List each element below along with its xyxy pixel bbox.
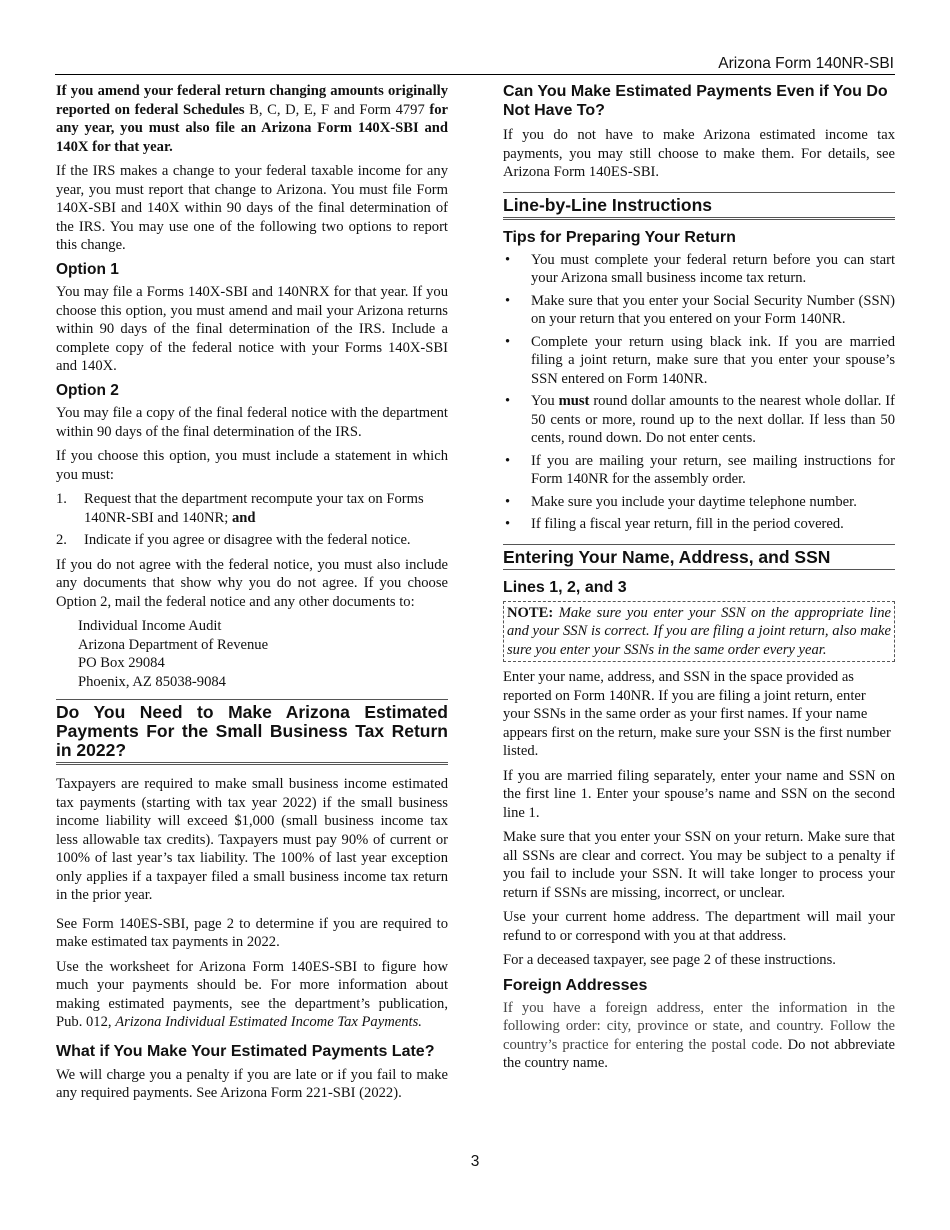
choose-paragraph: If you choose this option, you must include a statement in which you must: [56,448,448,483]
address-line: Phoenix, AZ 85038-9084 [78,673,226,690]
list-item [503,452,895,489]
name-heading: Entering Your Name, Address, and SSN [503,546,831,567]
estimated-paragraph-3 [56,958,448,1032]
list-number: 2. [56,532,67,548]
foreign-paragraph [503,999,895,1073]
list-item [503,493,895,512]
left-column [56,82,448,1109]
bullet: • [505,493,511,510]
list-item [503,392,895,448]
bullet: • [505,251,511,268]
address-line: Arizona Department of Revenue [78,636,269,653]
list-bold: and [231,509,256,526]
tip-text: You [531,393,559,409]
list-item [503,515,895,534]
address-line: PO Box 29084 [78,655,165,671]
publication-title: Arizona Individual Estimated Income Tax Payments. [115,1014,422,1030]
foreign-text-end: Do not abbreviate the country name. [503,1036,895,1071]
estimated-paragraph-2: See Form 140ES-SBI, page 2 to determine if you are required to make estimated tax payments in 2022. [56,915,448,950]
tip-bold: must [558,393,590,409]
right-column [503,82,895,1079]
estimated-heading-block [56,699,448,765]
name-paragraph-1: Enter your name, address, and SSN in the space provided as reported on Form 140NR. If you are filing a joint return, enter your SSNs in the same order as your first names. If your name appears first on the return, make sure your SSN is the first number listed. [503,669,891,759]
tips-heading: Tips for Preparing Your Return [503,228,736,246]
list-item [503,251,895,288]
bullet: • [505,333,511,350]
list-number: 1. [56,491,67,507]
ssn-note [503,601,895,663]
bullet: • [505,452,511,469]
tip-text: round dollar amounts to the nearest whole dollar. If 50 cents or more, round up to the next dollar. If less than 50 cents, round down. Do not enter cents. [531,393,895,446]
amend-bold-2: for any year, you must also file an Arizona Form 140X-SBI and 140X for that year. [56,101,448,155]
estimated-paragraph-1: Taxpayers are required to make small business income estimated tax payments (starting with tax year 2022) if the small business income liability will exceed $1,000 (small business income tax less allowable tax credits). Taxpayers must pay 90% of current or 100% of last year’s tax liability. The 100% of last year exception only applies if a taxpayer filed a small business income tax return in the prior year. [56,776,448,903]
list-text: Indicate if you agree or disagree with the federal notice. [84,532,411,548]
amend-schedules: B, C, D, E, F and Form 4797 [244,101,430,118]
foreign-heading: Foreign Addresses [503,976,648,994]
mailing-address [56,617,448,691]
amend-bold-1: If you amend your federal return changing amounts originally reported on federal Schedules [56,83,448,118]
bullet: • [505,393,511,409]
list-text: Request that the department recompute your tax on Forms 140NR-SBI and 140NR; [84,491,424,526]
name-paragraph-2: If you are married filing separately, enter your name and SSN on the first line 1. Enter your spouse’s name and SSN on the second line 1. [503,767,895,821]
name-paragraph-5: For a deceased taxpayer, see page 2 of these instructions. [503,952,836,968]
option1-heading: Option 1 [56,260,119,278]
name-paragraph-4: Use your current home address. The department will mail your refund to or correspond with you at that address. [503,909,895,944]
option2-heading: Option 2 [56,381,119,399]
lbl-heading-block [503,192,895,220]
name-heading-block [503,544,895,570]
form-title: Arizona Form 140NR-SBI [718,55,894,72]
disagree-paragraph: If you do not agree with the federal notice, you must also include any documents that show why you do not agree. If you choose Option 2, mail the federal notice and any other documents to: [56,556,448,610]
lbl-heading: Line-by-Line Instructions [503,194,713,215]
tip-text: If filing a fiscal year return, fill in the period covered. [531,516,844,532]
tip-text: You must complete your federal return before you can start your Arizona small business income tax return. [531,251,895,286]
list-item [56,531,448,550]
option1-paragraph: You may file a Forms 140X-SBI and 140NRX for that year. If you choose this option, you must amend and mail your Arizona returns within 90 days of the final determination of the IRS. Include a complete copy of the federal notice with your Forms 140X-SBI and 140X. [56,284,448,374]
amend-paragraph [56,82,448,156]
address-line: Individual Income Audit [78,618,222,634]
tips-list [503,251,895,534]
even-paragraph: If you do not have to make Arizona estimated income tax payments, you may still choose to make them. For details, see Arizona Form 140ES-SBI. [503,127,895,180]
estimated-p3-text: Use the worksheet for Arizona Form 140ES-SBI to figure how much your payments should be. For more information about making estimated payments, see the department’s publication, Pub. 012, [56,958,448,1030]
lines-heading: Lines 1, 2, and 3 [503,578,627,596]
bullet: • [505,516,511,532]
even-heading: Can You Make Estimated Payments Even if You Do Not Have To? [503,83,888,119]
tip-text: If you are mailing your return, see mailing instructions for Form 140NR for the assembly order. [531,452,895,487]
estimated-heading: Do You Need to Make Arizona Estimated Payments For the Small Business Tax Return in 2022? [56,702,448,760]
page-number: 3 [470,1153,480,1170]
late-paragraph: We will charge you a penalty if you are late or if you fail to make any required payments. See Arizona Form 221-SBI (2022). [56,1066,448,1101]
option2-paragraph: You may file a copy of the final federal notice with the department within 90 days of the final determination of the IRS. [56,405,448,440]
request-list [56,490,448,550]
note-label: NOTE: [507,604,554,621]
list-item [503,333,895,389]
tip-text: Make sure you include your daytime telephone number. [531,493,857,510]
late-heading: What if You Make Your Estimated Payments Late? [56,1042,435,1060]
tip-text: Complete your return using black ink. If you are married filing a joint return, make sure that you enter your spouse’s SSN entered on Form 140NR. [531,333,895,387]
bullet: • [505,292,511,309]
foreign-text: If you have a foreign address, enter the information in the following order: city, province or state, and country. Follow the country’s practice for entering the postal code. [503,999,895,1053]
name-paragraph-3: Make sure that you enter your SSN on your return. Make sure that all SSNs are clear and correct. You may be subject to a penalty if you fail to include your SSN. It will take longer to process your return if SSNs are missing, incorrect, or unclear. [503,829,895,901]
list-item [56,490,448,527]
header-rule [55,74,895,75]
irs-paragraph: If the IRS makes a change to your federal taxable income for any year, you must report that change to Arizona. You must file Form 140X-SBI and 140X within 90 days of the final determination of the IRS. You may use one of the following two options to report this change. [56,163,448,253]
note-text: Make sure you enter your SSN on the appropriate line and your SSN is correct. If you are filing a joint return, also make sure you enter your SSNs in the same order every year. [507,604,891,658]
list-item [503,292,895,329]
tip-text: Make sure that you enter your Social Security Number (SSN) on your return that you entered on your Form 140NR. [531,292,895,327]
